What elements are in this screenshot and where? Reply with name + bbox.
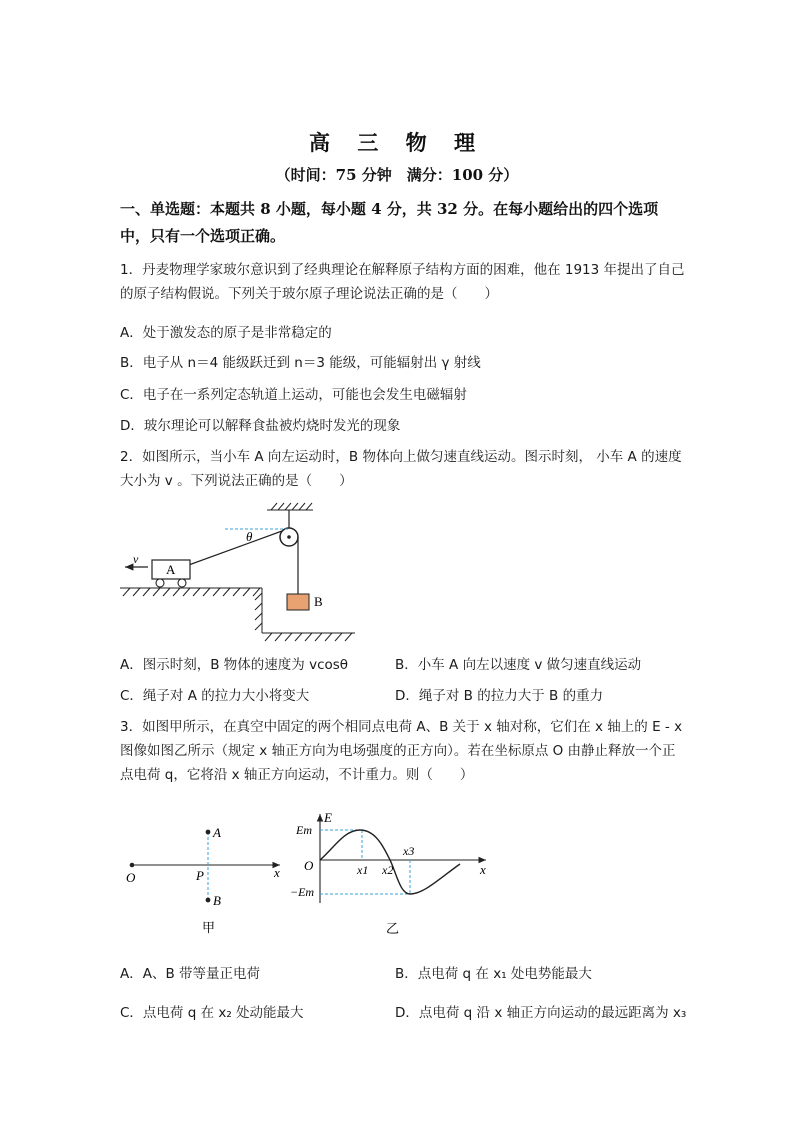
charge-b-label: B — [213, 893, 221, 908]
wheel-icon — [156, 579, 164, 587]
question-3-option-d: D．点电荷 q 沿 x 轴正方向运动的最远距离为 x₃ — [395, 1005, 687, 1021]
point-p-label: P — [196, 868, 204, 883]
section-heading: 一、单选题：本题共 8 小题，每小题 4 分，共 32 分。在每小题给出的四个选项中，只有一个选项正确。 — [120, 200, 659, 245]
wheel-icon — [178, 579, 186, 587]
charge-b — [206, 898, 211, 903]
question-2-stem: 2．如图所示，当小车 A 向左运动时，B 物体向上做匀速直线运动。图示时刻， 小车 A 的速度大小为 v 。下列说法正确的是（ ） — [120, 449, 682, 489]
cart-a-label: A — [166, 562, 176, 577]
question-2-option-a: A．图示时刻，B 物体的速度为 vcosθ — [120, 657, 349, 673]
question-2-option-d: D．绳子对 B 的拉力大于 B 的重力 — [395, 688, 604, 704]
question-3-option-b: B．点电荷 q 在 x₁ 处电势能最大 — [395, 966, 592, 982]
page-title: 高 三 物 理 — [309, 130, 485, 155]
pulley-cart-figure — [115, 500, 365, 645]
question-3-option-c: C．点电荷 q 在 x₂ 处动能最大 — [120, 1005, 304, 1021]
charge-a-label: A — [213, 825, 221, 840]
question-1-option-c: C．电子在一系列定态轨道上运动，可能也会发生电磁辐射 — [120, 387, 467, 403]
question-1-option-d: D．玻尔理论可以解释食盐被灼烧时发光的现象 — [120, 418, 401, 434]
velocity-label: v — [133, 552, 139, 566]
question-1-stem: 1．丹麦物理学家玻尔意识到了经典理论在解释原子结构方面的困难，他在 1913 年提出了自己的原子结构假说。下列关于玻尔原子理论说法正确的是（ ） — [120, 262, 685, 302]
x1-label: x1 — [357, 863, 369, 877]
origin-label: O — [304, 858, 314, 873]
charge-arrangement-figure — [120, 820, 295, 940]
figure-jia-caption: 甲 — [202, 920, 216, 935]
question-1-option-b: B．电子从 n＝4 能级跃迁到 n＝3 能级，可能辐射出 γ 射线 — [120, 355, 481, 371]
question-2-option-c: C．绳子对 A 的拉力大小将变大 — [120, 688, 310, 704]
e-axis-label: E — [324, 810, 332, 825]
block-b — [287, 594, 309, 610]
theta-label: θ — [246, 529, 253, 544]
question-3-option-a: A．A、B 带等量正电荷 — [120, 966, 261, 982]
origin-label: O — [126, 870, 136, 885]
x-axis-label: x — [480, 862, 486, 877]
rope-slant — [175, 531, 282, 570]
block-b-label: B — [314, 594, 323, 609]
exam-info: （时间：75 分钟 满分：100 分） — [275, 166, 519, 184]
ceiling-hatch — [267, 503, 313, 510]
question-3-stem: 3．如图甲所示，在真空中固定的两个相同点电荷 A、B 关于 x 轴对称，它们在 x 轴上的 E - x 图像如图乙所示（规定 x 轴正方向为电场强度的正方向）。若在坐标原点 O 由静止释放一个正点电荷 q，它将沿 x 轴正方向运动，不计重力。则（ ） — [120, 719, 683, 783]
figure-yi-caption: 乙 — [386, 921, 400, 936]
x2-label: x2 — [382, 863, 394, 877]
charge-a — [206, 830, 211, 835]
neg-em-label: −Em — [290, 885, 315, 899]
em-label: Em — [296, 823, 312, 837]
x3-label: x3 — [403, 844, 415, 858]
origin-dot — [130, 863, 135, 868]
x-axis-label: x — [274, 865, 280, 880]
guide-dashed-lines — [320, 830, 410, 894]
question-2-option-b: B．小车 A 向左以速度 v 做匀速直线运动 — [395, 657, 642, 673]
e-x-curve — [320, 830, 460, 894]
question-1-option-a: A．处于激发态的原子是非常稳定的 — [120, 325, 332, 341]
e-x-graph-figure — [290, 808, 495, 940]
